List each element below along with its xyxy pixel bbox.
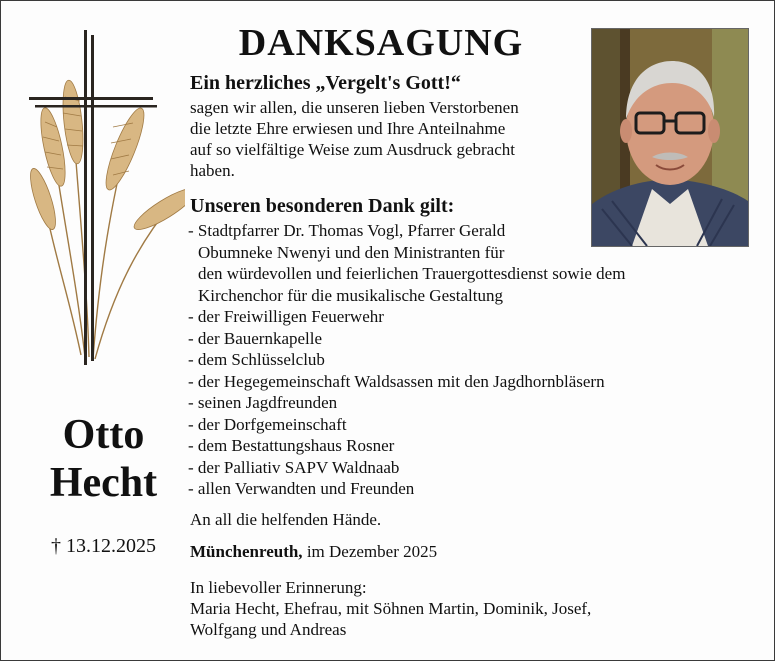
memory-line: Wolfgang und Andreas — [190, 620, 347, 639]
cross-wheat-icon — [25, 27, 185, 372]
list-item: Obumneke Nwenyi und den Ministranten für — [198, 242, 505, 262]
memory-block — [190, 577, 591, 640]
death-date: † 13.12.2025 — [51, 535, 156, 557]
list-item: - Stadtpfarrer Dr. Thomas Vogl, Pfarrer Gerald — [188, 221, 506, 240]
thanks-list — [188, 220, 748, 500]
list-item: - allen Verwandten und Freunden — [188, 479, 415, 498]
page-title: DANKSAGUNG — [238, 22, 524, 64]
place-name: Münchenreuth, — [190, 542, 303, 561]
intro-line: haben. — [190, 161, 235, 180]
list-item: - dem Bestattungshaus Rosner — [188, 436, 395, 455]
list-item: den würdevollen und feierlichen Trauergottesdienst sowie dem — [198, 264, 626, 283]
memory-line: Maria Hecht, Ehefrau, mit Söhnen Martin, Dominik, Josef, — [190, 599, 592, 618]
list-item: - der Palliativ SAPV Waldnaab — [188, 457, 400, 477]
helpers-line: An all die helfenden Hände. — [190, 510, 382, 529]
memory-heading: In liebevoller Erinnerung: — [190, 578, 367, 597]
intro-line: sagen wir allen, die unseren lieben Verstorbenen — [190, 98, 519, 117]
intro-paragraph — [190, 97, 585, 181]
last-name: Hecht — [49, 460, 158, 506]
portrait-photo — [591, 28, 749, 247]
special-thanks-heading: Unseren besonderen Dank gilt: — [190, 195, 455, 217]
deceased-name — [31, 411, 176, 507]
intro-line: die letzte Ehre erwiesen und Ihre Anteilnahme — [190, 119, 506, 138]
list-item: - seinen Jagdfreunden — [188, 393, 338, 412]
list-item: - der Dorfgemeinschaft — [188, 414, 347, 434]
list-item: Kirchenchor für die musikalische Gestaltung — [198, 285, 503, 305]
intro-line: auf so vielfältige Weise zum Ausdruck gebracht — [190, 140, 515, 159]
list-item: - der Freiwilligen Feuerwehr — [188, 307, 384, 326]
place-date — [190, 541, 437, 562]
list-item: - der Hegegemeinschaft Waldsassen mit den Jagdhornbläsern — [188, 371, 605, 391]
headline: Ein herzliches „Vergelt's Gott!“ — [190, 72, 461, 94]
portrait-image — [592, 29, 748, 246]
first-name: Otto — [62, 412, 145, 458]
date-text: im Dezember 2025 — [302, 542, 438, 561]
list-item: - der Bauernkapelle — [188, 328, 323, 348]
list-item: - dem Schlüsselclub — [188, 350, 325, 369]
